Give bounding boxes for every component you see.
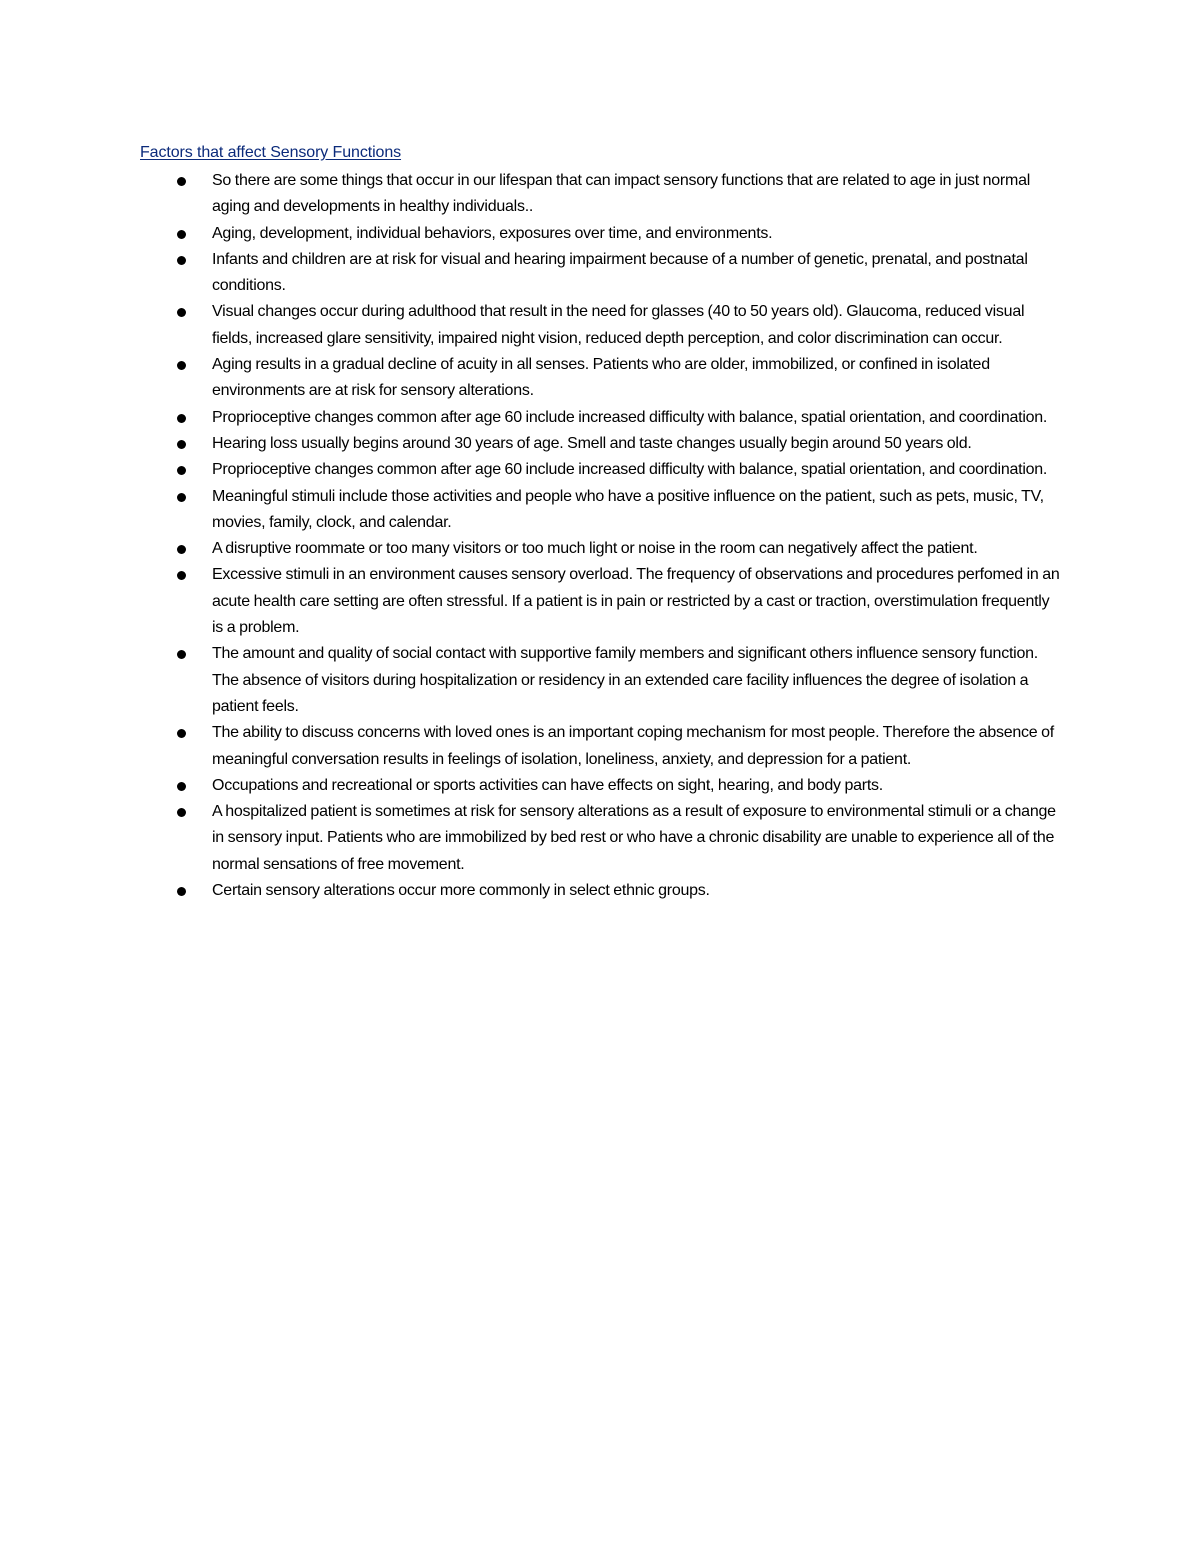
list-item-text: Certain sensory alterations occur more commonly in select ethnic groups.	[212, 882, 710, 900]
list-item-text: Meaningful stimuli include those activities and people who have a positive influence on the patient, such as pets, music, TV, movies, family, clock, and calendar.	[212, 487, 1044, 531]
list-item	[172, 247, 1062, 300]
list-item	[172, 431, 1062, 457]
list-item-text: A hospitalized patient is sometimes at risk for sensory alterations as a result of exposure to environmental stimuli or a change in sensory input. Patients who are immobilized by bed rest or who have a chronic disability are unable to experience all of the normal sensations of free movement.	[212, 803, 1056, 873]
bullet-dot-icon	[177, 729, 186, 738]
list-item	[172, 878, 1062, 904]
list-item	[172, 536, 1062, 562]
list-item-text: Infants and children are at risk for visual and hearing impairment because of a number of genetic, prenatal, and postnatal conditions.	[212, 250, 1028, 295]
list-item-text: Hearing loss usually begins around 30 years of age. Smell and taste changes usually begin around 50 years old.	[212, 434, 972, 452]
bullet-dot-icon	[177, 808, 186, 817]
list-item	[172, 562, 1062, 641]
list-item-text: Visual changes occur during adulthood that result in the need for glasses (40 to 50 years old). Glaucoma, reduced visual fields, increased glare sensitivity, impaired night vision, reduced depth perception, and color discrimination can occur.	[212, 303, 1025, 347]
bullet-dot-icon	[177, 466, 186, 475]
bullet-dot-icon	[177, 545, 186, 554]
list-item-text: Excessive stimuli in an environment causes sensory overload. The frequency of observations and procedures perfomed in an acute health care setting are often stressful. If a patient is in pain or restricted by a cast or traction, overstimulation frequently is a problem.	[212, 566, 1060, 637]
bullet-dot-icon	[177, 782, 186, 791]
list-item	[172, 299, 1062, 352]
list-item	[172, 168, 1062, 221]
list-item-text: Proprioceptive changes common after age 60 include increased difficulty with balance, spatial orientation, and coordination.	[212, 408, 1048, 426]
bullet-dot-icon	[177, 230, 186, 239]
bullet-dot-icon	[177, 650, 186, 659]
list-item-text: A disruptive roommate or too many visitors or too much light or noise in the room can negatively affect the patient.	[212, 540, 978, 558]
list-item	[172, 405, 1062, 431]
list-item-text: The ability to discuss concerns with loved ones is an important coping mechanism for most people. Therefore the absence of meaningful conversation results in feelings of isolation, loneliness, anxiety, and depression for a patient.	[212, 724, 1054, 768]
list-item	[172, 221, 1062, 247]
list-item	[172, 773, 1062, 799]
list-item	[172, 457, 1062, 483]
list-item	[172, 352, 1062, 405]
list-item-text: The amount and quality of social contact with supportive family members and significant others influence sensory function. The absence of visitors during hospitalization or residency in an extended care facility influences the degree of isolation a patient feels.	[212, 645, 1038, 715]
list-item-text: Aging, development, individual behaviors, exposures over time, and environments.	[212, 224, 773, 242]
bullet-dot-icon	[177, 571, 186, 580]
bullet-dot-icon	[177, 493, 186, 502]
document-title: Factors that affect Sensory Functions	[140, 144, 402, 161]
bullet-dot-icon	[177, 308, 186, 317]
list-item	[172, 484, 1062, 537]
list-item	[172, 799, 1062, 878]
list-item-text: Aging results in a gradual decline of acuity in all senses. Patients who are older, immobilized, or confined in isolated environments are at risk for sensory alterations.	[212, 356, 990, 400]
bullet-dot-icon	[177, 177, 186, 186]
list-item-text: Occupations and recreational or sports activities can have effects on sight, hearing, and body parts.	[212, 776, 883, 794]
bullet-dot-icon	[177, 887, 186, 896]
bullet-dot-icon	[177, 414, 186, 423]
list-item	[172, 720, 1062, 773]
bullet-dot-icon	[177, 256, 186, 265]
bullet-dot-icon	[177, 361, 186, 370]
list-item-text: So there are some things that occur in our lifespan that can impact sensory functions that are related to age in just normal aging and developments in healthy individuals..	[212, 172, 1031, 216]
list-item	[172, 641, 1062, 720]
bullet-list	[172, 168, 1062, 904]
list-item-text: Proprioceptive changes common after age 60 include increased difficulty with balance, spatial orientation, and coordination.	[212, 461, 1048, 479]
bullet-dot-icon	[177, 440, 186, 449]
